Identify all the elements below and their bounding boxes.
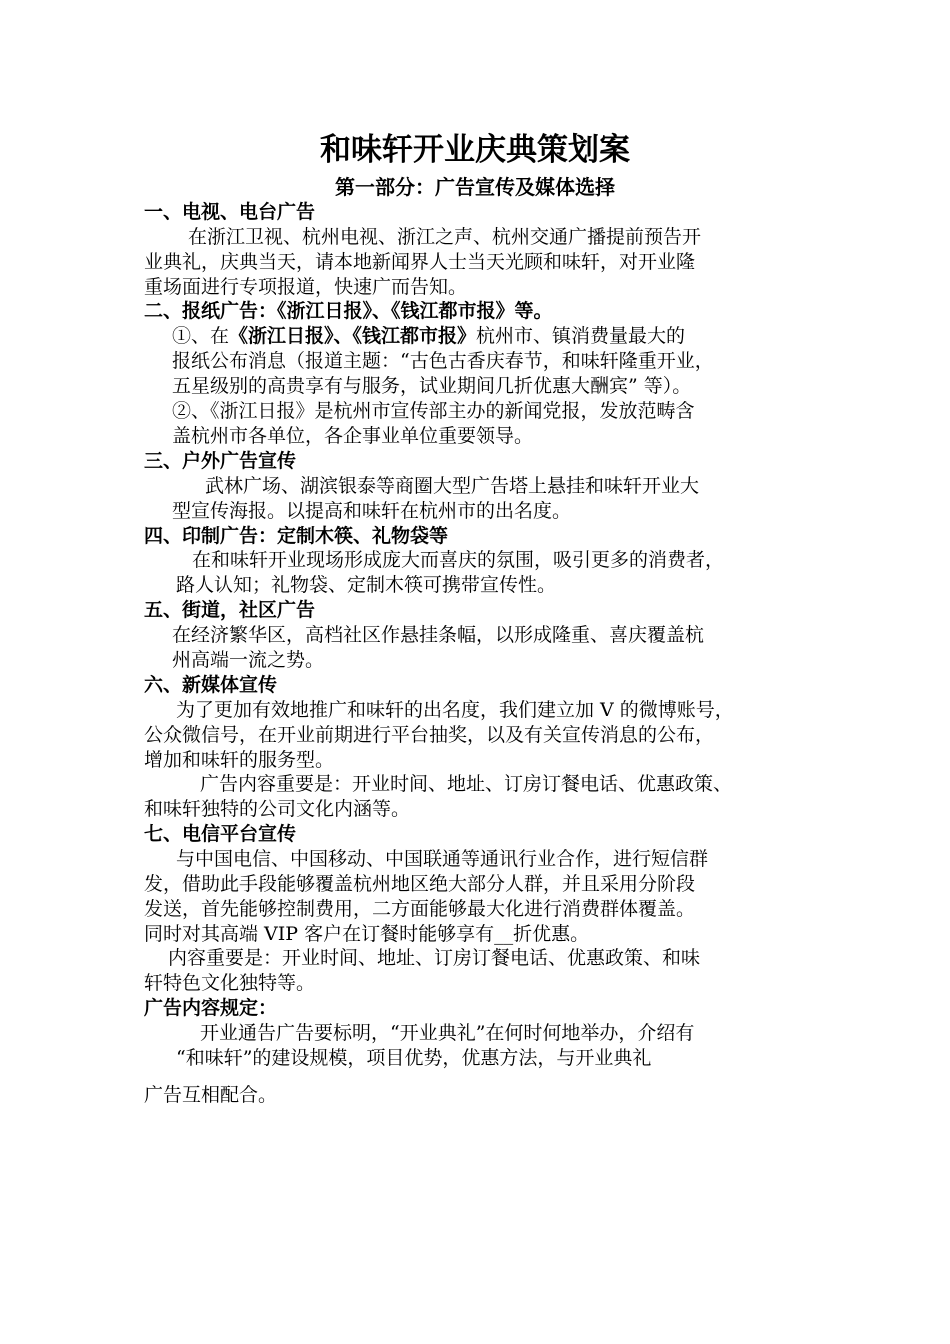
paragraph-line: 同时对其高端 VIP 客户在订餐时能够享有__折优惠。 xyxy=(144,923,590,945)
document-subtitle: 第一部分：广告宣传及媒体选择 xyxy=(335,175,615,199)
section-heading: 六、新媒体宣传 xyxy=(144,674,278,696)
section-heading: 一、电视、电台广告 xyxy=(144,201,316,223)
section-heading: 五、街道，社区广告 xyxy=(144,599,316,621)
section-heading: 三、户外广告宣传 xyxy=(144,450,297,472)
newspaper-names: 《浙江日报》、《钱江都市报》 xyxy=(229,325,477,347)
paragraph-line: 业典礼，庆典当天，请本地新闻界人士当天光顾和味轩，对开业隆 xyxy=(144,251,696,273)
paragraph-line: “和味轩”的建设规模，项目优势，优惠方法，与开业典礼 xyxy=(176,1047,652,1069)
section-heading: 四、印制广告：定制木筷、礼物袋等 xyxy=(144,525,449,547)
paragraph-line: 开业通告广告要标明，“开业典礼”在何时何地举办，介绍有 xyxy=(200,1022,695,1044)
paragraph-line: 广告互相配合。 xyxy=(144,1084,278,1106)
section-heading: 二、报纸广告：《浙江日报》、《钱江都市报》等。 xyxy=(144,300,553,322)
section-heading: 广告内容规定： xyxy=(144,997,278,1019)
paragraph-line: 发送，首先能够控制费用，二方面能够最大化进行消费群体覆盖。 xyxy=(144,898,696,920)
paragraph-line: 发，借助此手段能够覆盖杭州地区绝大部分人群，并且采用分阶段 xyxy=(144,873,696,895)
paragraph-line: 公众微信号，在开业前期进行平台抽奖，以及有关宣传消息的公布， xyxy=(144,724,715,746)
section-heading: 七、电信平台宣传 xyxy=(144,823,297,845)
paragraph-line: 重场面进行专项报道，快速广而告知。 xyxy=(144,276,468,298)
paragraph-line: 型宣传海报。以提高和味轩在杭州市的出名度。 xyxy=(172,500,572,522)
paragraph-line: 在浙江卫视、杭州电视、浙江之声、杭州交通广播提前预告开 xyxy=(188,226,702,248)
line-tail: 杭州市、镇消费量最大的 xyxy=(476,325,686,347)
paragraph-line: 为了更加有效地推广和味轩的出名度，我们建立加 V 的微博账号， xyxy=(176,699,734,721)
paragraph-line: 轩特色文化独特等。 xyxy=(144,972,316,994)
document-title: 和味轩开业庆典策划案 xyxy=(320,132,630,168)
paragraph-line: 在经济繁华区，高档社区作悬挂条幅，以形成隆重、喜庆覆盖杭 xyxy=(172,624,705,646)
paragraph-line xyxy=(172,324,685,348)
list-marker-1: ①、在 xyxy=(172,325,230,347)
paragraph-line: 与中国电信、中国移动、中国联通等通讯行业合作，进行短信群 xyxy=(176,848,709,870)
paragraph-line: 州高端一流之势。 xyxy=(172,649,325,671)
paragraph-line: 和味轩独特的公司文化内涵等。 xyxy=(144,798,411,820)
paragraph-line: 报纸公布消息（报道主题：“古色古香庆春节，和味轩隆重开业， xyxy=(172,350,714,372)
paragraph-line: 广告内容重要是：开业时间、地址、订房订餐电话、优惠政策、 xyxy=(200,773,733,795)
paragraph-line: 路人认知；礼物袋、定制木筷可携带宣传性。 xyxy=(176,574,557,596)
paragraph-line: 增加和味轩的服务型。 xyxy=(144,749,335,771)
paragraph-line: ②、《浙江日报》是杭州市宣传部主办的新闻党报，发放范畴含 xyxy=(172,400,695,422)
paragraph-line: 在和味轩开业现场形成庞大而喜庆的氛围，吸引更多的消费者， xyxy=(192,549,725,571)
paragraph-line: 内容重要是：开业时间、地址、订房订餐电话、优惠政策、和味 xyxy=(168,947,701,969)
paragraph-line: 盖杭州市各单位，各企事业单位重要领导。 xyxy=(172,425,534,447)
paragraph-line: 武林广场、湖滨银泰等商圈大型广告塔上悬挂和味轩开业大 xyxy=(205,475,700,497)
paragraph-line: 五星级别的高贵享有与服务，试业期间几折优惠大酬宾” 等）。 xyxy=(172,375,692,397)
